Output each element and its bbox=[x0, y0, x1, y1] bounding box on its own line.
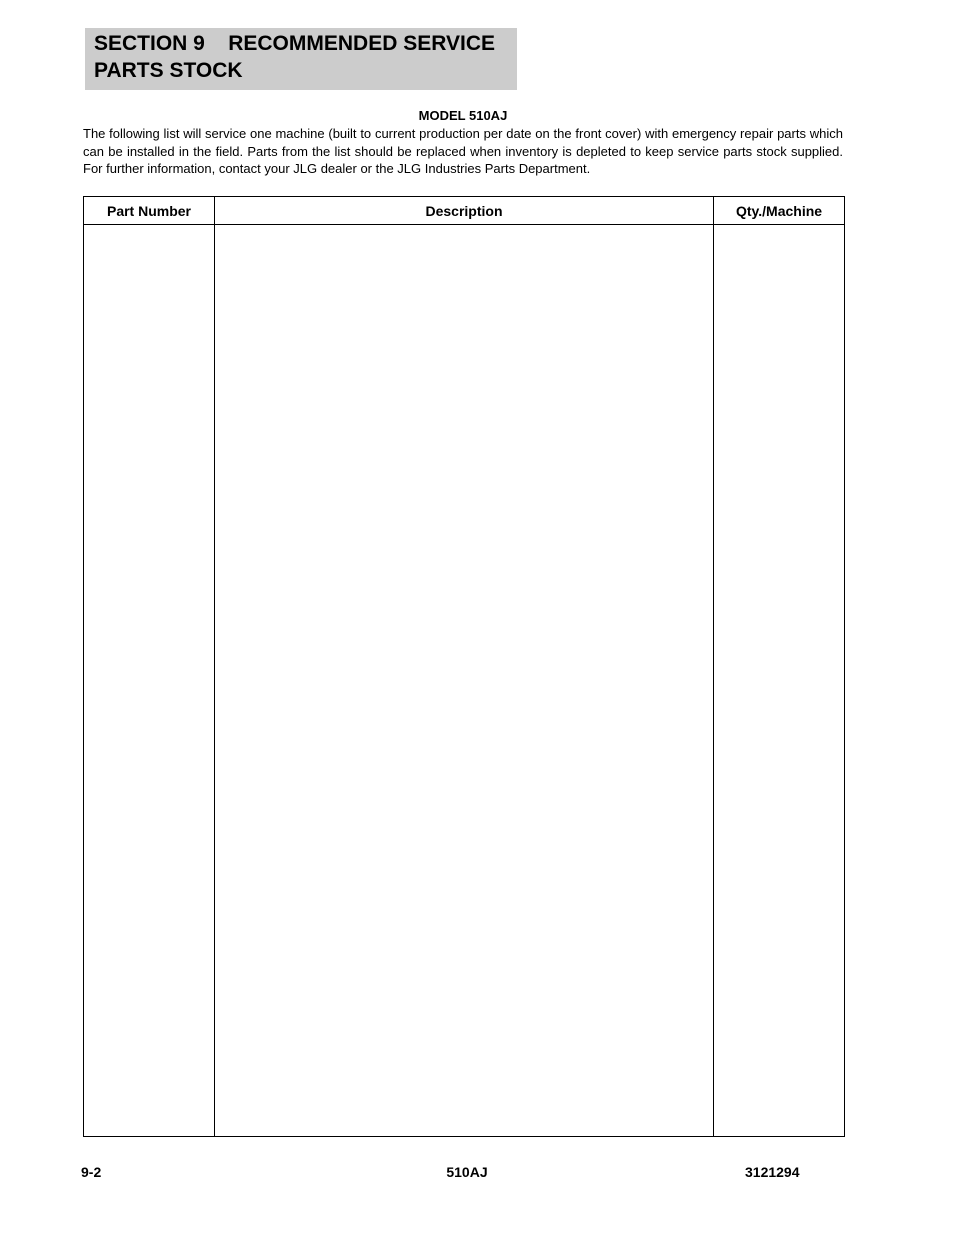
model-title: MODEL 510AJ bbox=[418, 108, 508, 123]
header-description: Description bbox=[215, 197, 714, 225]
section-title-line-1: SECTION 9 RECOMMENDED SERVICE bbox=[94, 32, 496, 55]
qty-cell bbox=[714, 225, 845, 1137]
part-number-cell bbox=[84, 225, 215, 1137]
footer-doc-number: 3121294 bbox=[745, 1164, 800, 1180]
footer-page-number: 9-2 bbox=[81, 1164, 102, 1180]
section-title-line-2: PARTS STOCK bbox=[94, 59, 243, 82]
description-cell bbox=[215, 225, 714, 1137]
section-header bbox=[85, 28, 517, 90]
header-qty-machine: Qty./Machine bbox=[714, 197, 845, 225]
table-header-row bbox=[84, 197, 845, 225]
table-row bbox=[84, 225, 845, 1137]
intro-paragraph: The following list will service one machine (built to current production per date on the front cover) with emergency repair parts which can be installed in the field. Parts from the list should be replaced when inventory is depleted to keep service parts stock supplied. For further information, contact your JLG dealer or the JLG Industries Parts Department. bbox=[83, 126, 843, 176]
parts-table bbox=[83, 196, 845, 1137]
header-part-number: Part Number bbox=[84, 197, 215, 225]
footer-model: 510AJ bbox=[446, 1164, 488, 1180]
